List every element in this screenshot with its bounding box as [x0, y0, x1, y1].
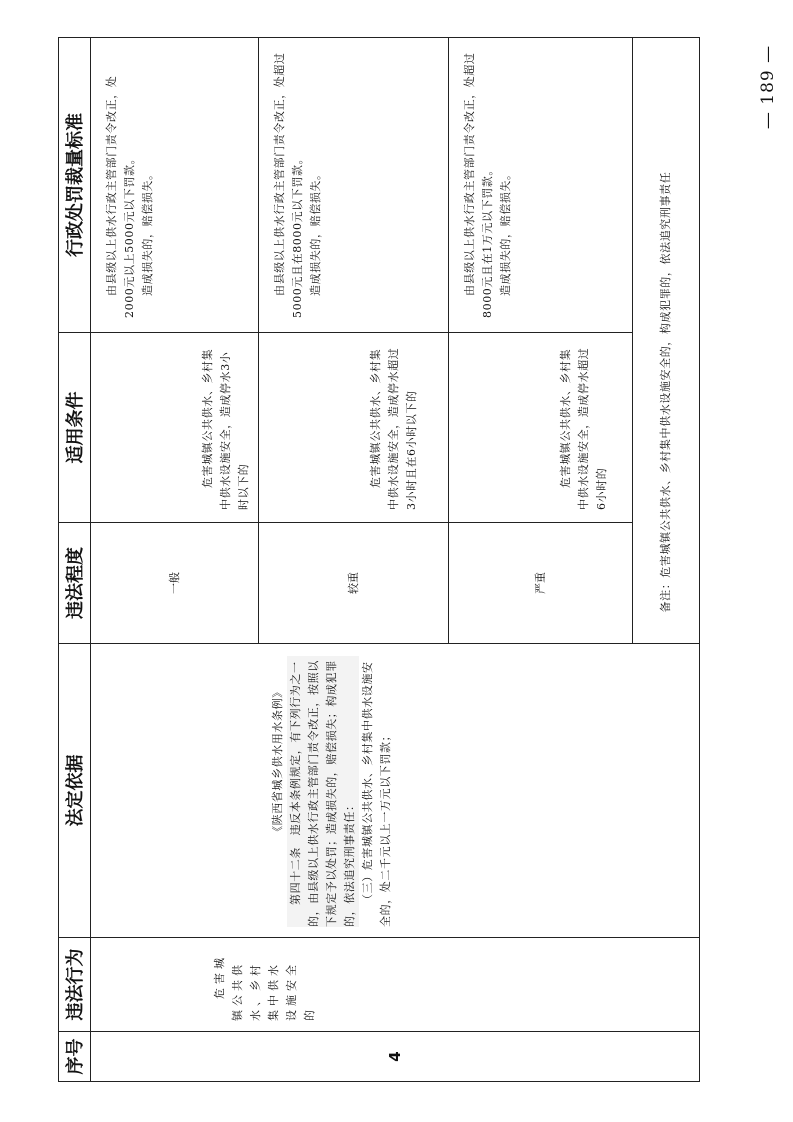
- legal-basis-title: 《陕西省城乡供水用水条例》: [270, 686, 284, 837]
- header-condition: 适用条件: [59, 333, 91, 523]
- illegal-act-text: 危害城镇公共供水、乡村集中供水设施安全的: [212, 954, 316, 1021]
- condition-serious: [258, 333, 448, 523]
- page-number: — 189 —: [758, 44, 778, 130]
- condition-severe-text: 危害城镇公共供水、乡村集中供水设施安全，造成停水超过6小时的: [558, 347, 608, 510]
- standard-serious-text: 由县级以上供水行政主管部门责令改正，处超过5000元且在8000元以下罚款。: [272, 52, 304, 318]
- header-level: 违法程度: [59, 523, 91, 644]
- condition-general-text: 危害城镇公共供水、乡村集中供水设施安全，造成停水3小时以下的: [200, 348, 250, 510]
- standard-general-text: 由县级以上供水行政主管部门责令改正，处2000元以上5000元以下罚款。: [104, 75, 136, 318]
- standard-severe: [448, 38, 632, 333]
- header-row: [59, 38, 91, 1082]
- condition-serious-text: 危害城镇公共供水、乡村集中供水设施安全，造成停水超过3小时且在6小时以下的: [368, 347, 418, 510]
- standard-severe-compensation: 造成损失的，赔偿损失。: [498, 168, 512, 296]
- table-row: [90, 38, 258, 1082]
- note-cell: [632, 38, 699, 644]
- level-severe: 严重: [448, 523, 632, 644]
- standard-severe-text: 由县级以上供水行政主管部门责令改正，处超过8000元且在1万元以下罚款。: [462, 52, 494, 318]
- standard-general-compensation: 造成损失的，赔偿损失。: [140, 168, 154, 296]
- standard-general: [90, 38, 258, 333]
- legal-basis-clause: （三）危害城镇公共供水、乡村集中供水设施安全的，处二千元以上一万元以下罚款；: [360, 661, 392, 927]
- illegal-act-cell: [90, 938, 699, 1032]
- row-number: 4: [90, 1032, 699, 1082]
- condition-severe: [448, 333, 632, 523]
- header-no: 序号: [59, 1032, 91, 1082]
- header-basis: 法定依据: [59, 644, 91, 938]
- level-serious: 较重: [258, 523, 448, 644]
- standard-serious: [258, 38, 448, 333]
- header-standard: 行政处罚裁量标准: [59, 38, 91, 333]
- note-text: 备注：危害城镇公共供水、乡村集中供水设施安全的，构成犯罪的，依法追究刑事责任: [658, 171, 672, 613]
- legal-basis-cell: [90, 644, 699, 938]
- level-general: 一般: [90, 523, 258, 644]
- condition-general: [90, 333, 258, 523]
- penalty-table: [58, 37, 700, 1082]
- standard-serious-compensation: 造成损失的，赔偿损失。: [308, 168, 322, 296]
- header-act: 违法行为: [59, 938, 91, 1032]
- legal-basis-article: 第四十二条 违反本条例规定，有下列行为之一的，由县级以上供水行政主管部门责令改正，按照以下规定予以处罚；造成损失的，赔偿损失；构成犯罪的，依法追究刑事责任：: [287, 656, 359, 927]
